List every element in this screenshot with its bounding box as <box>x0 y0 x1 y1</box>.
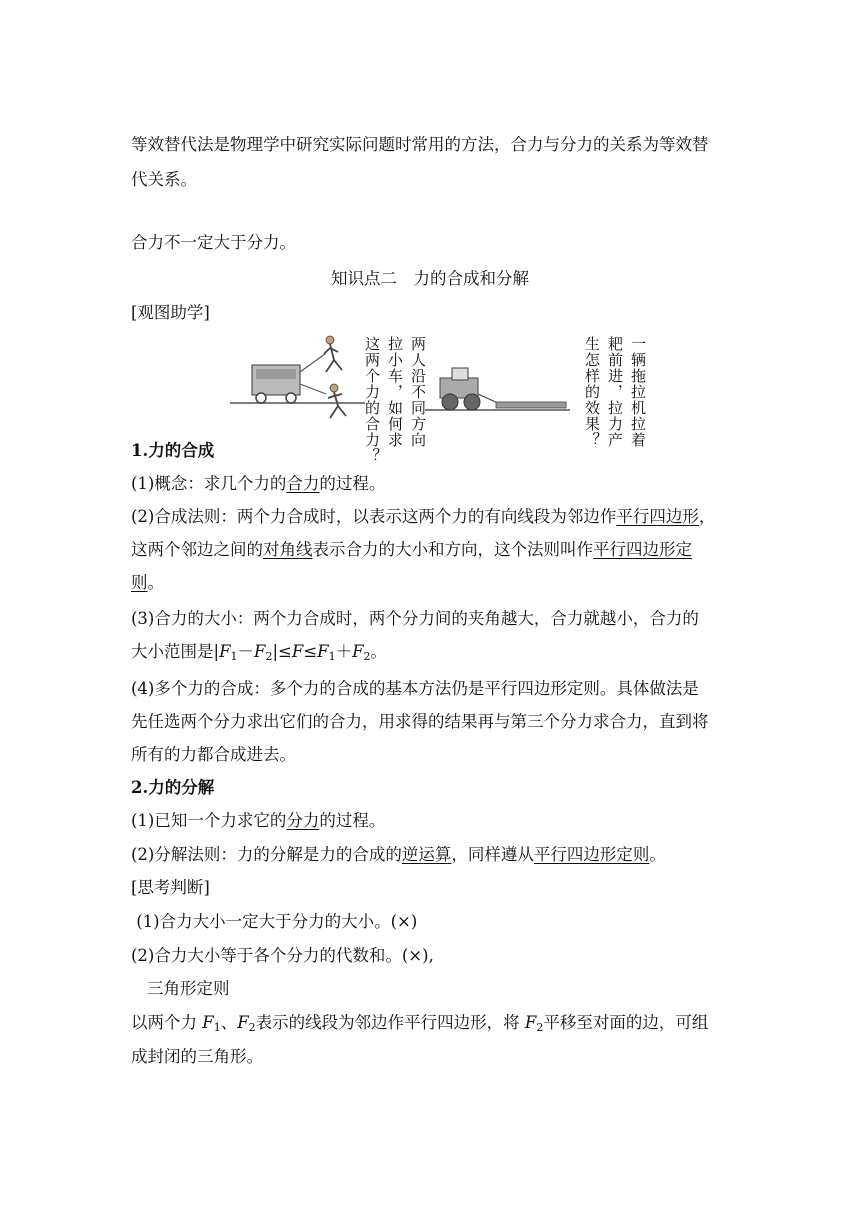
answer-blank: 平行四边形定则 <box>533 845 650 864</box>
subscript: 1 <box>213 1021 221 1034</box>
synthesis-multi-line-2: 先任选两个分力求出它们的合力，用求得的结果再与第三个分力求合力，直到将 <box>131 712 709 731</box>
decomposition-heading: 2.力的分解 <box>131 778 215 797</box>
text: (2)合成法则：两个力合成时，以表示这两个力的有向线段为邻边作 <box>131 507 617 526</box>
text: 。 <box>370 642 388 661</box>
text: ≤ <box>303 642 318 661</box>
symbol: F <box>202 1013 214 1032</box>
subscript: 1 <box>230 650 238 663</box>
caption-left-col-1: 两人沿不同方向 <box>409 336 427 448</box>
synthesis-size-line-1: (3)合力的大小：两个力合成时，两个分力间的夹角越大，合力就越小，合力的 <box>131 609 699 628</box>
answer-blank: 对角线 <box>263 540 313 559</box>
synthesis-multi-line-1: (4)多个力的合成：多个力的合成的基本方法仍是平行四边形定则。具体做法是 <box>131 679 699 698</box>
text: 平移至对面的边，可组 <box>543 1013 709 1032</box>
synthesis-rule-line-1 <box>131 500 731 533</box>
subscript: 2 <box>265 650 273 663</box>
subscript: 2 <box>536 1021 544 1034</box>
text: 这两个邻边之间的 <box>131 540 263 559</box>
decomposition-item-2 <box>131 838 731 871</box>
intro-note: 合力不一定大于分力。 <box>131 233 296 252</box>
text: (1)已知一个力求它的 <box>131 811 287 830</box>
answer-blank: 则 <box>131 573 148 592</box>
synthesis-concept <box>131 467 731 500</box>
subscript: 2 <box>248 1021 256 1034</box>
intro-line-1: 等效替代法是物理学中研究实际问题时常用的方法，合力与分力的关系为等效替 <box>131 135 709 154</box>
judge-label: [思考判断] <box>131 878 210 897</box>
synthesis-heading: 1.力的合成 <box>131 441 215 460</box>
triangle-title: 三角形定则 <box>147 979 230 998</box>
subscript: 1 <box>328 650 336 663</box>
text: 表示合力的大小和方向，这个法则叫作 <box>312 540 593 559</box>
figure-illustration <box>230 332 640 432</box>
caption-right-col-1: 一辆拖拉机拉着 <box>629 336 647 448</box>
decomposition-item-1 <box>131 804 731 837</box>
text: 。 <box>649 845 666 864</box>
synthesis-rule-line-3 <box>131 566 731 599</box>
text: 的过程。 <box>319 811 386 830</box>
judge-item-1: (1)合力大小一定大于分力的大小。(×) <box>131 912 418 931</box>
caption-right-col-2: 耙前进，拉力产 <box>606 336 624 448</box>
cart-scene <box>230 336 365 418</box>
synthesis-multi-line-3: 所有的力都合成进去。 <box>131 745 296 764</box>
caption-right-col-3: 生怎样的效果？ <box>583 336 601 448</box>
text: 。 <box>147 573 164 592</box>
symbol: F <box>291 642 304 661</box>
guide-label: [观图助学] <box>131 303 210 322</box>
judge-item-2: (2)合力大小等于各个分力的代数和。(×), <box>131 946 434 965</box>
text: ＋ <box>335 642 353 661</box>
intro-line-2: 代关系。 <box>131 170 197 189</box>
subscript: 2 <box>363 650 371 663</box>
text: |≤ <box>272 642 292 661</box>
text: 以两个力 <box>131 1013 203 1032</box>
answer-blank: 分力 <box>286 811 320 830</box>
answer-blank: 平行四边形定 <box>593 540 692 559</box>
answer-blank: 平行四边形 <box>616 507 699 526</box>
answer-blank: 合力 <box>286 474 320 493</box>
symbol: F <box>219 642 231 661</box>
symbol: F <box>237 1013 249 1032</box>
symbol: F <box>524 1013 537 1032</box>
answer-blank: 逆运算 <box>401 845 452 864</box>
triangle-line-1 <box>131 1006 731 1044</box>
tractor-scene <box>425 368 570 410</box>
text: 表示的线段为邻边作平行四边形，将 <box>255 1013 525 1032</box>
caption-left-col-3: 这两个力的合力？ <box>363 336 381 464</box>
text: 、 <box>220 1013 238 1032</box>
triangle-line-2: 成封闭的三角形。 <box>131 1047 263 1066</box>
text: ，同样遵从 <box>451 845 534 864</box>
text: (2)分解法则：力的分解是力的合成的 <box>131 845 402 864</box>
synthesis-rule-line-2 <box>131 533 731 566</box>
symbol: F <box>352 642 364 661</box>
text: ， <box>698 507 716 526</box>
text: (1)概念：求几个力的 <box>131 474 287 493</box>
text: － <box>237 642 255 661</box>
text: 大小范围是| <box>131 642 220 661</box>
symbol: F <box>317 642 329 661</box>
text: 的过程。 <box>319 474 386 493</box>
caption-left-col-2: 拉小车，如何求 <box>386 336 404 448</box>
figure-caption-right <box>582 336 649 448</box>
synthesis-size-line-2 <box>131 635 731 673</box>
symbol: F <box>254 642 266 661</box>
section-title: 知识点二 力的合成和分解 <box>331 269 529 288</box>
